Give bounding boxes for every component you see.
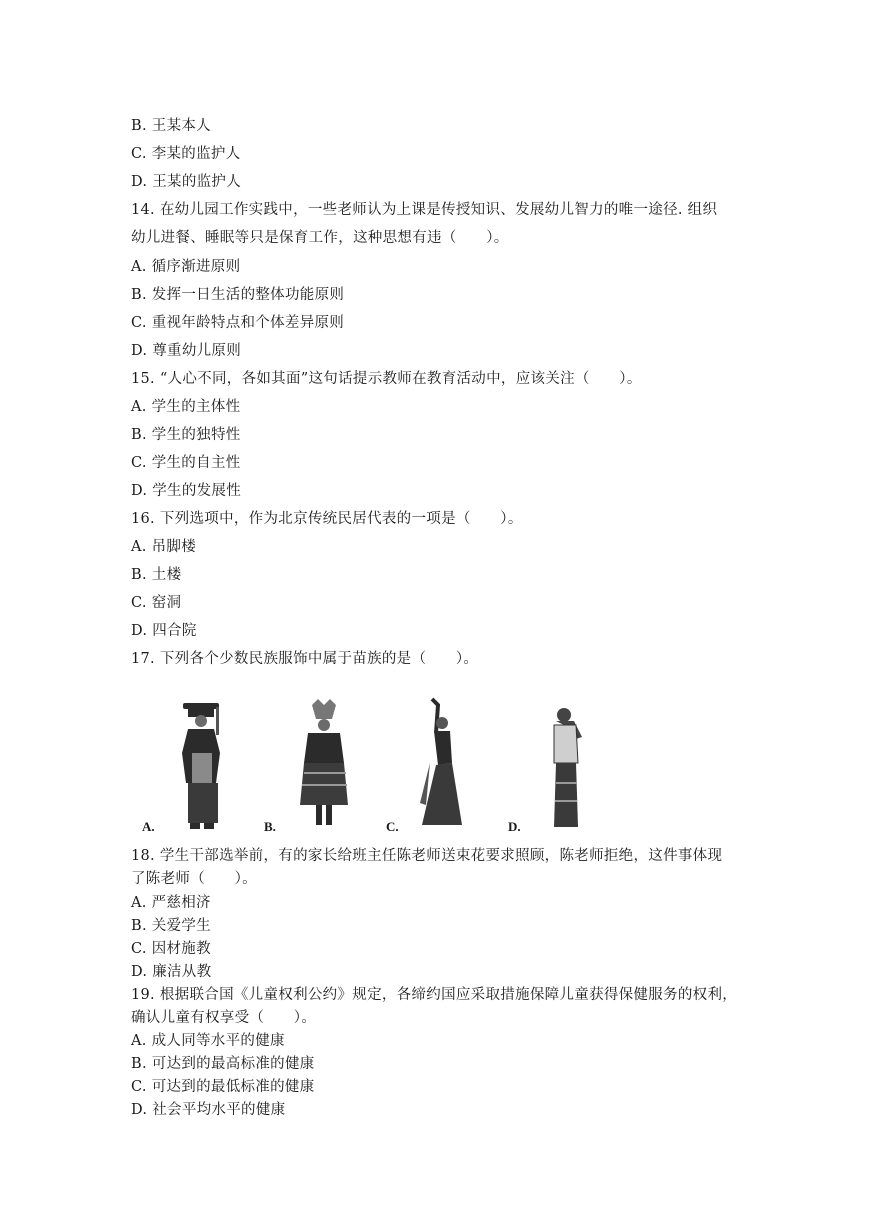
- q13-option-b: B. 王某本人: [131, 118, 211, 134]
- q16-option-c: C. 窑洞: [131, 595, 182, 611]
- costume-c-label: C.: [386, 819, 399, 834]
- q14-option-d: D. 尊重幼儿原则: [131, 343, 242, 359]
- q19-stem-line2: 确认儿童有权享受（ ）。: [131, 1010, 317, 1026]
- costume-figure-b: [260, 693, 360, 835]
- costume-d-label: D.: [508, 819, 521, 834]
- q16-option-a: A. 吊脚楼: [131, 539, 196, 555]
- q14-stem-line1: 14. 在幼儿园工作实践中，一些老师认为上课是传授知识、发展幼儿智力的唯一途径. 组织: [131, 202, 718, 218]
- q18-option-b: B. 关爱学生: [131, 918, 211, 934]
- q14-option-b: B. 发挥一日生活的整体功能原则: [131, 287, 345, 303]
- q19-option-b: B. 可达到的最高标准的健康: [131, 1056, 315, 1072]
- costume-figure-a: [138, 693, 238, 835]
- q19-stem-line1: 19. 根据联合国《儿童权利公约》规定，各缔约国应采取措施保障儿童获得保健服务的权利，: [131, 987, 738, 1003]
- q15-option-b: B. 学生的独特性: [131, 427, 241, 443]
- costume-a-label: A.: [142, 819, 155, 834]
- q14-option-a: A. 循序渐进原则: [131, 259, 241, 275]
- q18-option-d: D. 廉洁从教: [131, 964, 212, 980]
- q16-stem: 16. 下列选项中，作为北京传统民居代表的一项是（ ）。: [131, 511, 523, 527]
- q18-option-c: C. 因材施教: [131, 941, 211, 957]
- q19-option-c: C. 可达到的最低标准的健康: [131, 1079, 315, 1095]
- q18-stem-line1: 18. 学生干部选举前，有的家长给班主任陈老师送束花要求照顾，陈老师拒绝，这件事体现: [131, 848, 723, 864]
- q18-stem-line2: 了陈老师（ ）。: [131, 871, 257, 887]
- costume-b-image: [260, 693, 360, 835]
- q19-option-a: A. 成人同等水平的健康: [131, 1033, 285, 1049]
- costume-c-image: [382, 693, 482, 835]
- q16-option-b: B. 土楼: [131, 567, 182, 583]
- q19-option-d: D. 社会平均水平的健康: [131, 1102, 286, 1118]
- q18-option-a: A. 严慈相济: [131, 895, 211, 911]
- q15-option-a: A. 学生的主体性: [131, 399, 241, 415]
- costume-figures: [138, 693, 598, 835]
- q15-option-d: D. 学生的发展性: [131, 483, 242, 499]
- costume-d-image: [504, 693, 604, 835]
- q15-option-c: C. 学生的自主性: [131, 455, 241, 471]
- q14-stem-line2: 幼儿进餐、睡眠等只是保育工作，这种思想有违（ ）。: [131, 230, 509, 246]
- costume-figure-d: [504, 693, 604, 835]
- q15-stem: 15. “人心不同，各如其面”这句话提示教师在教育活动中，应该关注（ ）。: [131, 371, 642, 387]
- costume-b-label: B.: [264, 819, 276, 834]
- q14-option-c: C. 重视年龄特点和个体差异原则: [131, 315, 345, 331]
- q13-option-d: D. 王某的监护人: [131, 174, 242, 190]
- q16-option-d: D. 四合院: [131, 623, 197, 639]
- costume-figure-c: [382, 693, 482, 835]
- q17-stem: 17. 下列各个少数民族服饰中属于苗族的是（ ）。: [131, 651, 479, 667]
- q13-option-c: C. 李某的监护人: [131, 146, 241, 162]
- costume-a-image: [138, 693, 238, 835]
